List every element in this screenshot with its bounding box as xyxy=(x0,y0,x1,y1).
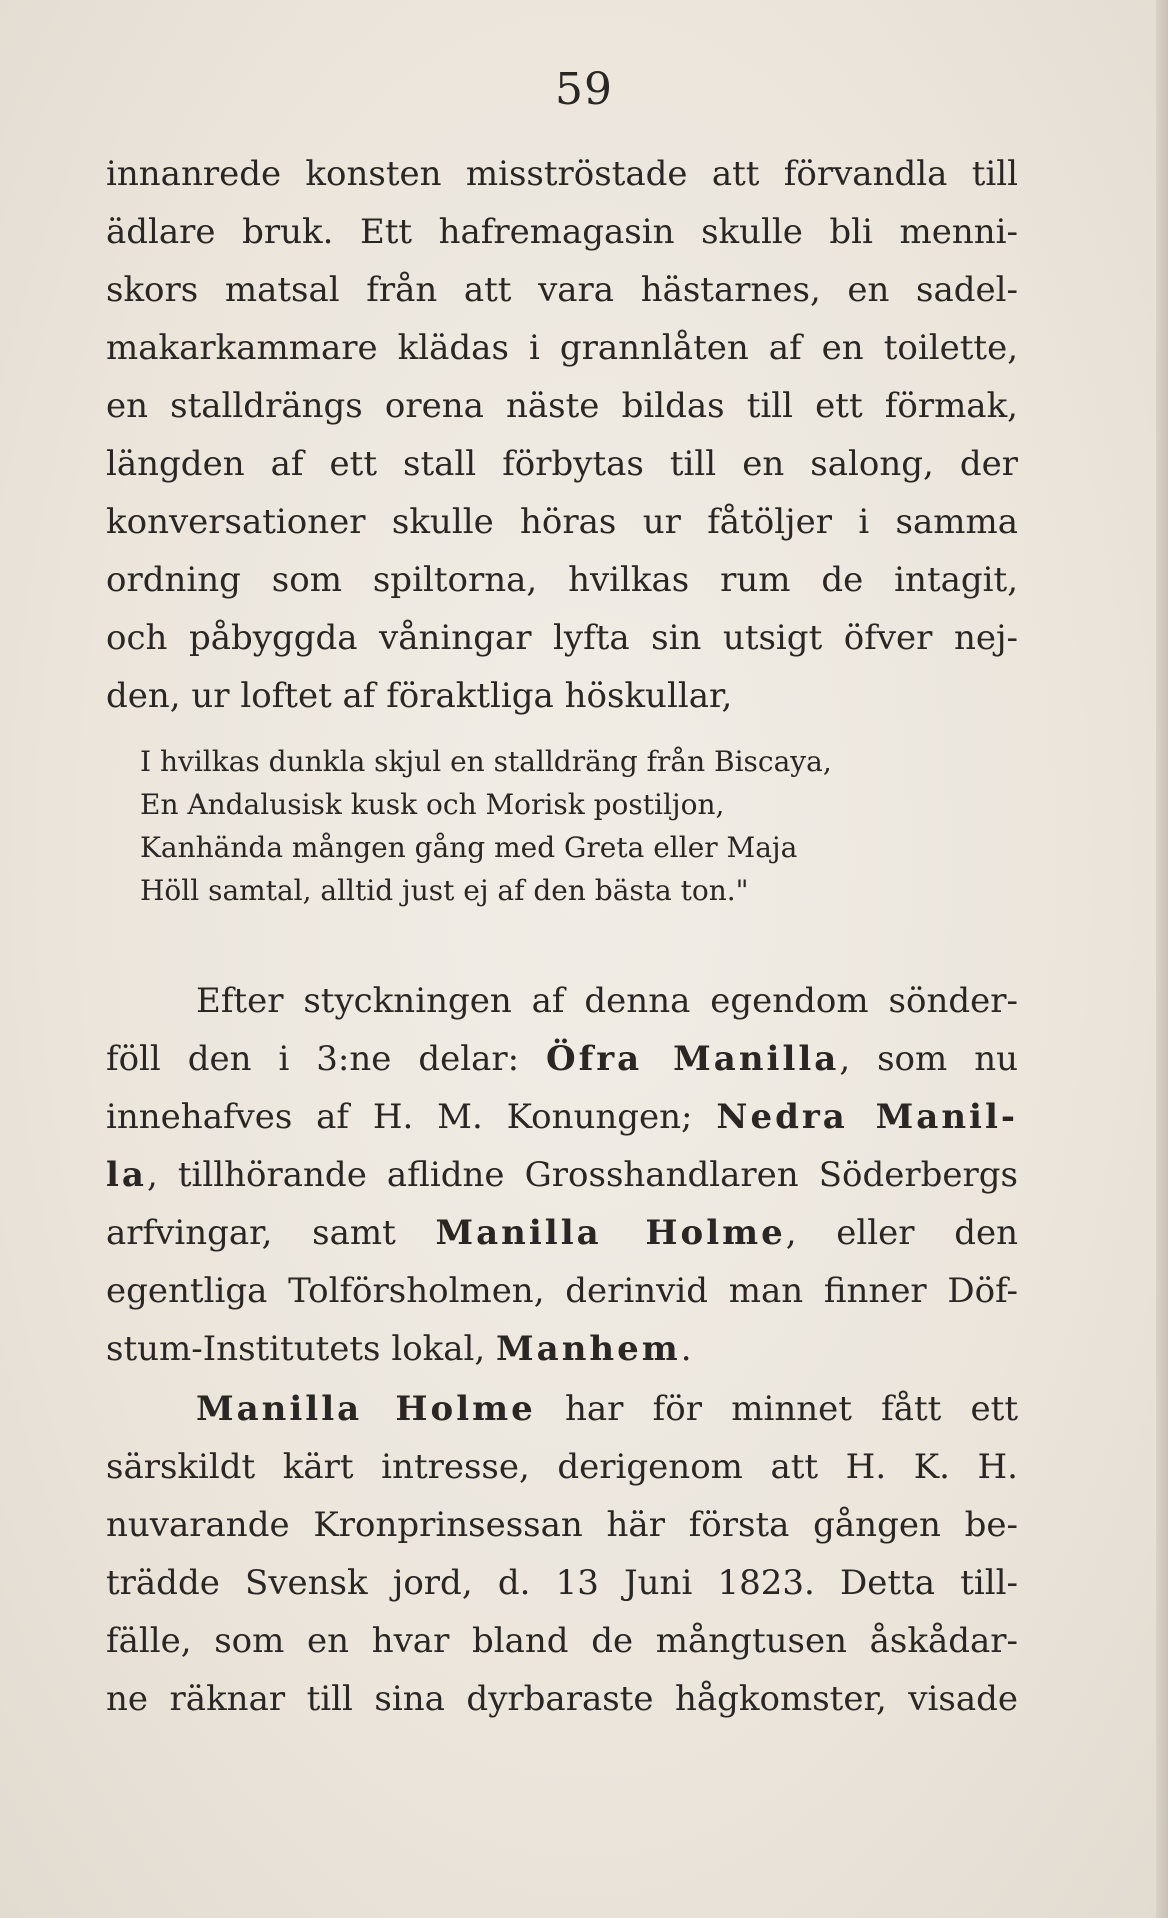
text-span: . xyxy=(680,1329,692,1369)
text-span: , tillhörande aflidne Grosshandlaren Söderbergs xyxy=(146,1155,1018,1195)
place-name-manhem: Manhem xyxy=(496,1329,681,1369)
text-line xyxy=(106,1320,1018,1378)
text-span: arfvingar, samt xyxy=(106,1213,436,1253)
text-line: ordning som spiltorna, hvilkas rum de intagit, xyxy=(106,560,1018,600)
text-span: innehafves af H. M. Konungen; xyxy=(106,1097,717,1137)
page-number: 59 xyxy=(555,64,613,115)
text-line: innanrede konsten misströstade att förvandla till xyxy=(106,154,1018,194)
paragraph-3 xyxy=(106,1380,1018,1728)
verse-line: I hvilkas dunkla skjul en stalldräng från Biscaya, xyxy=(140,745,832,778)
text-line: Efter styckningen af denna egendom sönder- xyxy=(196,981,1018,1021)
text-line xyxy=(106,1380,1018,1438)
text-span: har för minnet fått ett xyxy=(535,1389,1019,1429)
page-edge xyxy=(1156,0,1168,1918)
text-span: , som nu xyxy=(839,1039,1018,1079)
text-line: längden af ett stall förbytas till en salong, der xyxy=(106,444,1018,484)
text-line: en stalldrängs orena näste bildas till ett förmak, xyxy=(106,386,1018,426)
text-line: trädde Svensk jord, d. 13 Juni 1823. Detta till- xyxy=(106,1563,1018,1603)
text-span: föll den i 3:ne delar: xyxy=(106,1039,547,1079)
text-span: stum-Institutets lokal, xyxy=(106,1329,497,1369)
paragraph-2 xyxy=(106,972,1018,1378)
text-line: särskildt kärt intresse, derigenom att H. K. H. xyxy=(106,1447,1018,1487)
text-line: fälle, som en hvar bland de mångtusen åskådar- xyxy=(106,1621,1018,1661)
text-line: ädlare bruk. Ett hafremagasin skulle bli menni- xyxy=(106,212,1018,252)
text-line: konversationer skulle höras ur fåtöljer i samma xyxy=(106,502,1018,542)
place-name-manilla-holme: Manilla Holme xyxy=(196,1389,536,1429)
text-span: , eller den xyxy=(785,1213,1018,1253)
place-name-ofra-manilla: Öfra Manilla xyxy=(546,1039,840,1079)
text-line xyxy=(106,1204,1018,1262)
text-line: den, ur loftet af föraktliga höskullar, xyxy=(106,676,733,716)
text-line: och påbyggda våningar lyfta sin utsigt öfver nej- xyxy=(106,618,1018,658)
text-line: skors matsal från att vara hästarnes, en sadel- xyxy=(106,270,1018,310)
text-line: ne räknar till sina dyrbaraste hågkomster, visade xyxy=(106,1679,1018,1719)
text-line: nuvarande Kronprinsessan här första gången be- xyxy=(106,1505,1018,1545)
verse-line: En Andalusisk kusk och Morisk postiljon, xyxy=(140,788,725,821)
text-line xyxy=(106,1146,1018,1204)
verse-line: Kanhända mången gång med Greta eller Maja xyxy=(140,831,798,864)
verse-line: Höll samtal, alltid just ej af den bästa ton." xyxy=(140,874,749,907)
paragraph-1 xyxy=(106,145,1018,725)
text-line xyxy=(106,1088,1018,1146)
place-name-nedra-manilla-end: la xyxy=(106,1155,147,1195)
text-line: makarkammare klädas i grannlåten af en toilette, xyxy=(106,328,1018,368)
place-name-nedra-manilla: Nedra Manil- xyxy=(716,1097,1019,1137)
text-line xyxy=(106,1030,1018,1088)
text-line: egentliga Tolförsholmen, derinvid man finner Döf- xyxy=(106,1271,1018,1311)
place-name-manilla-holme: Manilla Holme xyxy=(435,1213,786,1253)
verse-quote xyxy=(140,740,940,912)
